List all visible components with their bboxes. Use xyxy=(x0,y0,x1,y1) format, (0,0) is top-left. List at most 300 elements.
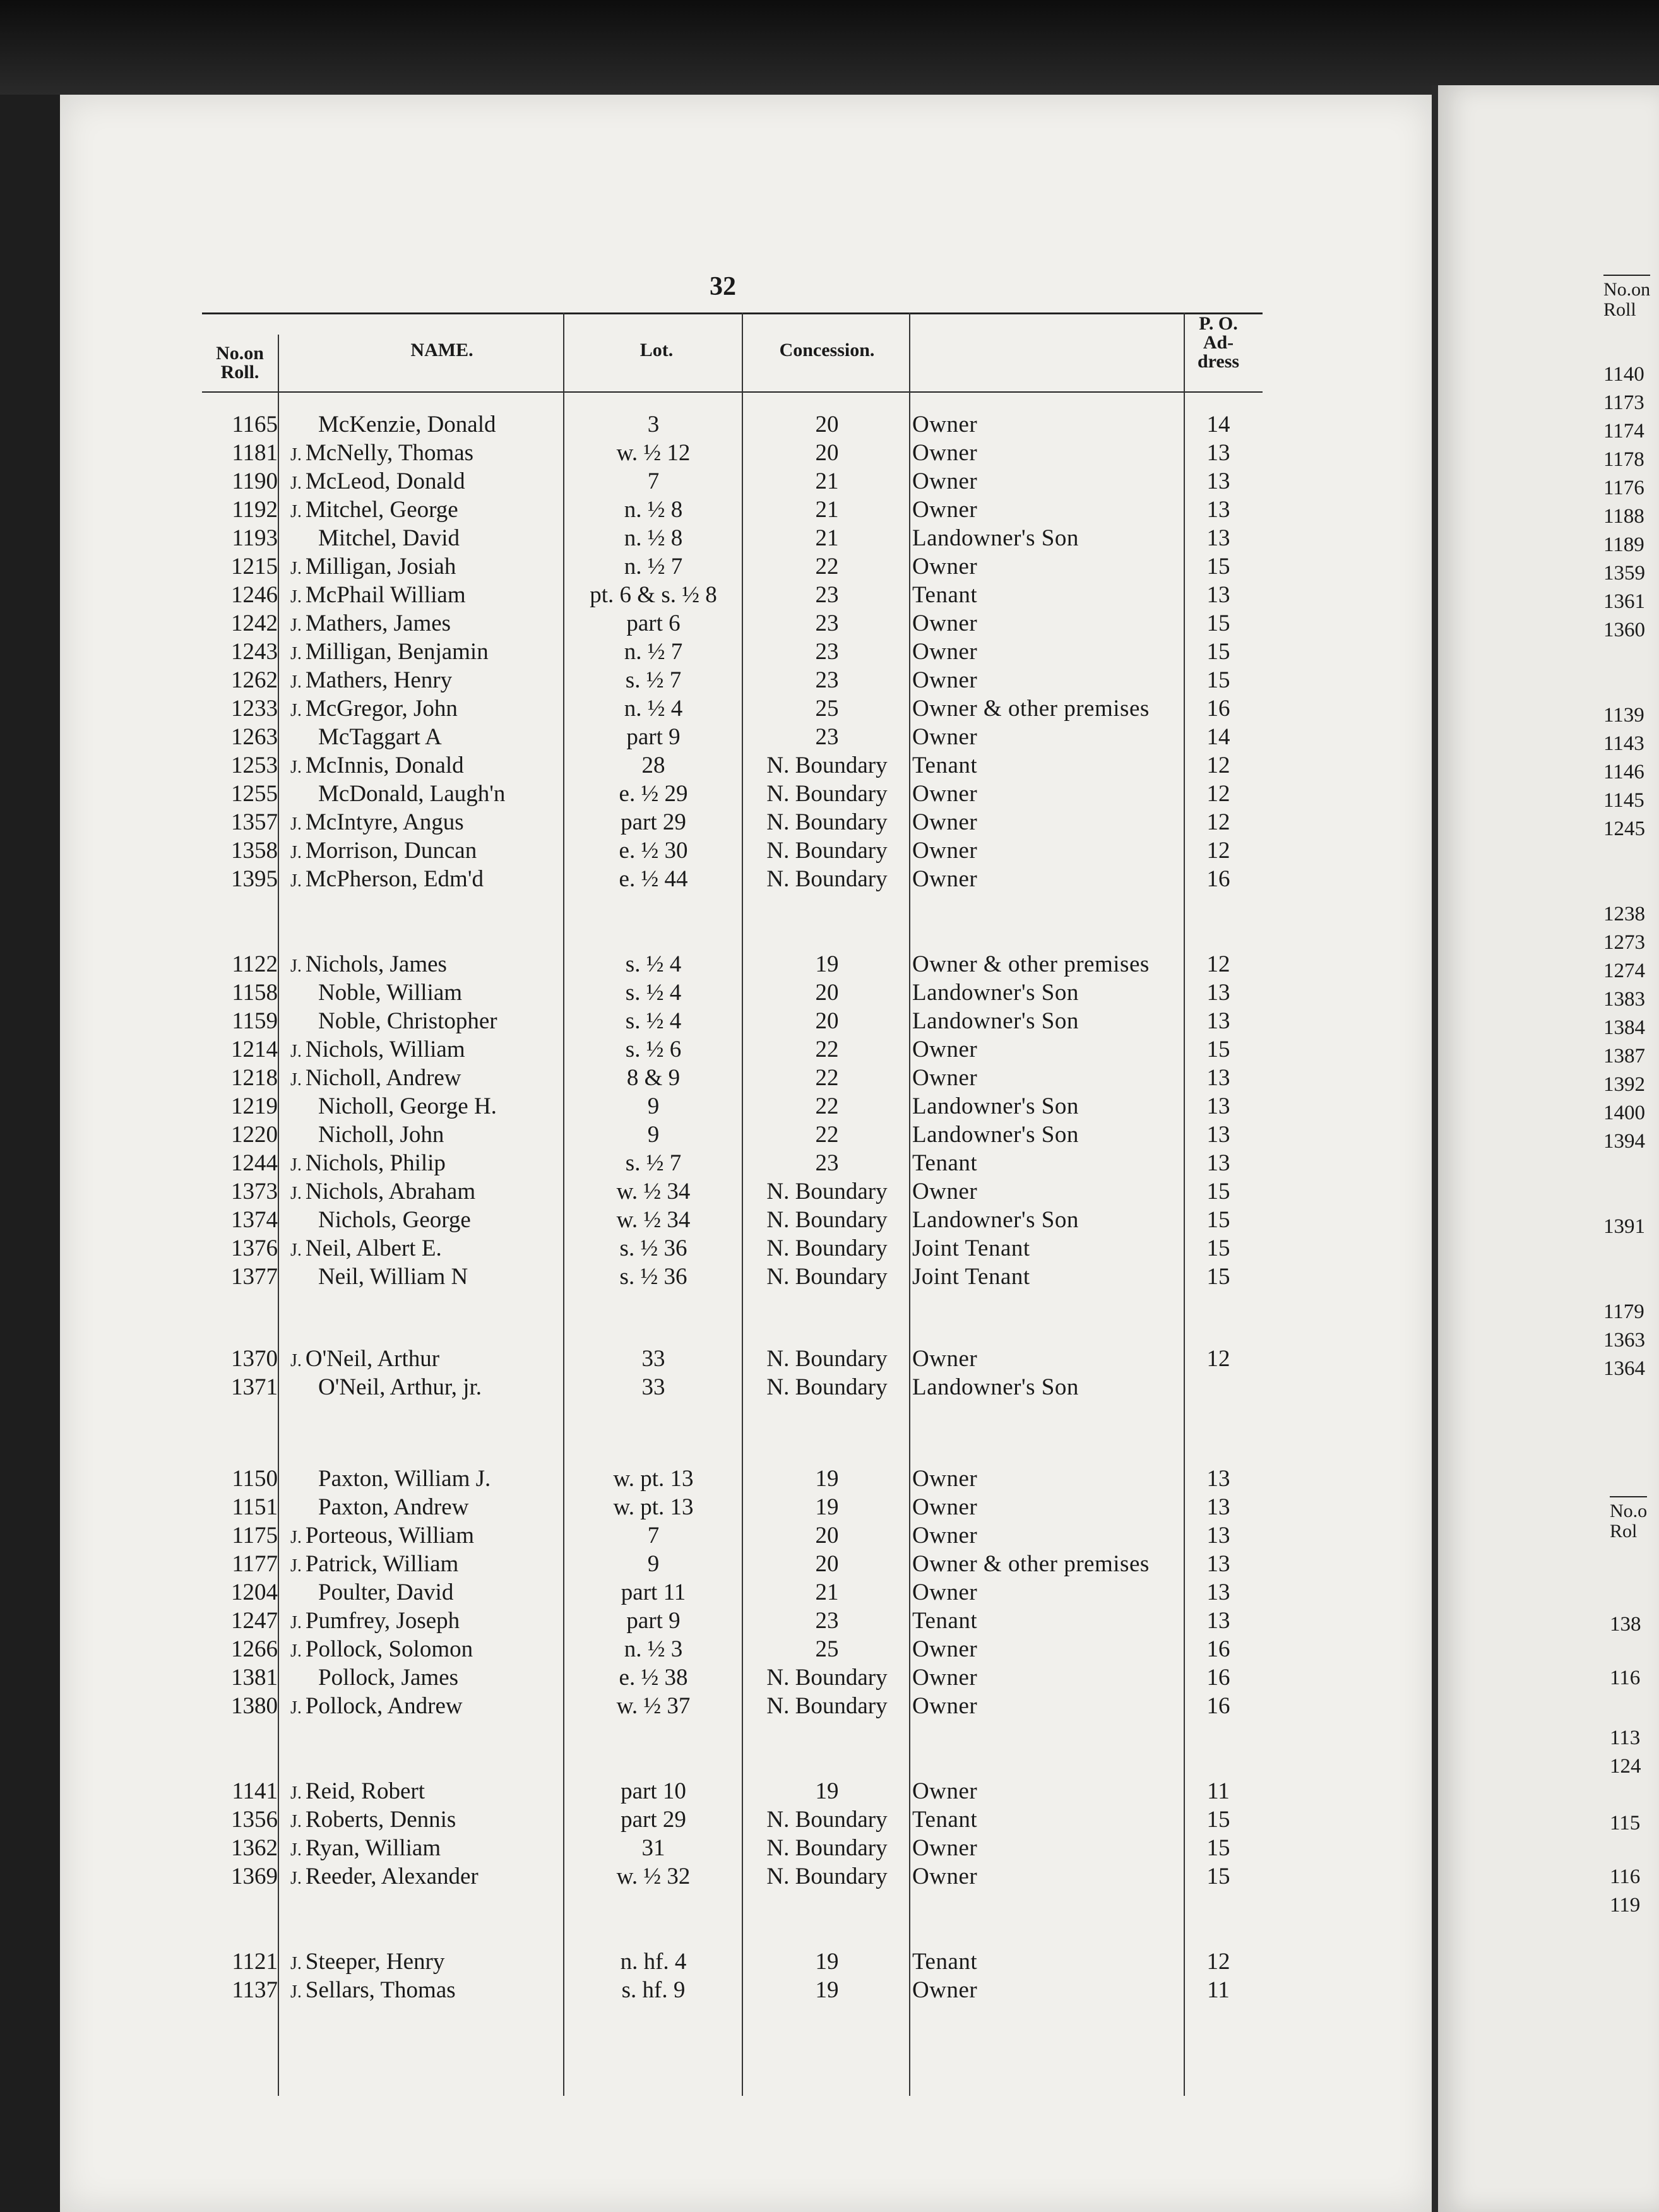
lot: 7 xyxy=(647,1523,660,1549)
juror-mark: J. xyxy=(290,1641,302,1661)
adjacent-roll-number: 115 xyxy=(1610,1812,1641,1834)
roll-number: 1377 xyxy=(231,1264,278,1290)
juror-mark: J. xyxy=(290,473,302,493)
name-text: O'Neil, Arthur, jr. xyxy=(318,1374,482,1400)
status: Owner & other premises xyxy=(912,951,1150,977)
juror-mark: J. xyxy=(290,1954,302,1973)
adjacent-roll-number: 1364 xyxy=(1603,1357,1645,1380)
table-row xyxy=(202,1777,1269,1805)
status: Landowner's Son xyxy=(912,1207,1079,1233)
name-text: McPhail William xyxy=(305,582,466,608)
concession: N. Boundary xyxy=(766,1374,888,1400)
juror-mark: J. xyxy=(290,1783,302,1803)
lot: e. ½ 44 xyxy=(619,866,688,892)
adjacent-roll-number: 1245 xyxy=(1603,818,1645,840)
voter-name xyxy=(290,581,556,611)
table-row xyxy=(202,1521,1269,1550)
lot: n. ½ 7 xyxy=(624,554,683,580)
page-number: 32 xyxy=(710,272,736,301)
adjacent-roll-number: 1363 xyxy=(1603,1329,1645,1352)
adjacent-roll-number: 1394 xyxy=(1603,1130,1645,1153)
name-text: Neil, Albert E. xyxy=(305,1235,442,1261)
roll-number: 1190 xyxy=(232,468,278,494)
concession: 22 xyxy=(815,1122,839,1148)
name-text: McGregor, John xyxy=(305,696,458,722)
lot: n. ½ 7 xyxy=(624,639,683,665)
po-address: 14 xyxy=(1206,412,1230,437)
lot: n. hf. 4 xyxy=(620,1949,687,1975)
voter-name xyxy=(290,439,556,469)
juror-mark: J. xyxy=(290,1840,302,1860)
roll-number: 1244 xyxy=(231,1150,278,1176)
juror-mark: J. xyxy=(290,1982,302,2002)
table-row xyxy=(202,1149,1269,1177)
adjacent-roll-number: 113 xyxy=(1610,1727,1641,1749)
status: Tenant xyxy=(912,752,978,778)
name-text: Roberts, Dennis xyxy=(305,1807,456,1833)
roll-number: 1214 xyxy=(231,1037,278,1062)
name-text: Mitchel, David xyxy=(318,525,460,551)
juror-mark: J. xyxy=(290,701,302,720)
status: Tenant xyxy=(912,582,978,608)
concession: 23 xyxy=(815,639,839,665)
juror-mark: J. xyxy=(290,1613,302,1632)
adjacent-roll-number: 1178 xyxy=(1603,448,1644,471)
po-address: 11 xyxy=(1207,1778,1230,1804)
juror-mark: J. xyxy=(290,843,302,862)
po-address: 13 xyxy=(1206,497,1230,523)
status: Owner xyxy=(912,1179,978,1204)
roll-number: 1141 xyxy=(232,1778,278,1804)
lot: w. pt. 13 xyxy=(613,1494,694,1520)
juror-mark: J. xyxy=(290,1698,302,1718)
po-address: 12 xyxy=(1206,838,1230,864)
concession: N. Boundary xyxy=(766,1807,888,1833)
status: Landowner's Son xyxy=(912,525,1079,551)
po-address: 15 xyxy=(1206,667,1230,693)
roll-number: 1381 xyxy=(231,1665,278,1691)
status: Tenant xyxy=(912,1949,978,1975)
roll-number: 1253 xyxy=(231,752,278,778)
name-text: Nichols, William xyxy=(305,1037,465,1062)
status: Owner xyxy=(912,1579,978,1605)
name-text: McDonald, Laugh'n xyxy=(318,781,506,807)
table-row xyxy=(202,1035,1269,1064)
name-text: McInnis, Donald xyxy=(305,752,464,778)
lot: s. ½ 7 xyxy=(625,1150,682,1176)
name-text: McLeod, Donald xyxy=(305,468,465,494)
adjacent-roll-number: 1173 xyxy=(1603,391,1644,414)
juror-mark: J. xyxy=(290,758,302,777)
po-address: 13 xyxy=(1206,525,1230,551)
adjacent-roll-number: 116 xyxy=(1610,1865,1641,1888)
table-row xyxy=(202,1834,1269,1862)
table-row xyxy=(202,1092,1269,1121)
name-text: Pollock, Andrew xyxy=(305,1693,463,1719)
roll-number: 1373 xyxy=(231,1179,278,1204)
concession: 20 xyxy=(815,412,839,437)
name-text: Nicholl, John xyxy=(318,1122,444,1148)
concession: 23 xyxy=(815,1608,839,1634)
header-lot: Lot. xyxy=(639,340,674,360)
table-row xyxy=(202,836,1269,865)
juror-mark: J. xyxy=(290,814,302,834)
adjacent-roll-number: 1273 xyxy=(1603,931,1645,954)
status: Owner xyxy=(912,610,978,636)
voter-name xyxy=(290,666,556,696)
table-row xyxy=(202,1550,1269,1578)
po-address: 13 xyxy=(1206,440,1230,466)
juror-mark: J. xyxy=(290,445,302,465)
po-address: 15 xyxy=(1206,1864,1230,1889)
adjacent-roll-number: 1274 xyxy=(1603,960,1645,982)
concession: 22 xyxy=(815,1037,839,1062)
lot: 9 xyxy=(647,1551,660,1577)
status: Owner xyxy=(912,1864,978,1889)
lot: w. ½ 37 xyxy=(616,1693,691,1719)
po-address: 15 xyxy=(1206,1179,1230,1204)
voter-name xyxy=(290,865,556,895)
lot: part 9 xyxy=(626,1608,681,1634)
voter-name xyxy=(290,978,580,1009)
lot: s. ½ 7 xyxy=(625,667,682,693)
roll-number: 1233 xyxy=(231,696,278,722)
table-row xyxy=(202,666,1269,694)
table-row xyxy=(202,751,1269,780)
table-header-rule xyxy=(202,391,1263,393)
voter-name xyxy=(290,524,580,554)
voter-name xyxy=(290,1007,580,1037)
lot: w. ½ 34 xyxy=(616,1207,691,1233)
name-text: McNelly, Thomas xyxy=(305,440,474,466)
concession: 20 xyxy=(815,440,839,466)
po-address: 13 xyxy=(1206,1065,1230,1091)
voter-name xyxy=(290,1064,556,1094)
lot: n. ½ 3 xyxy=(624,1636,683,1662)
name-text: Poulter, David xyxy=(318,1579,454,1605)
concession: 25 xyxy=(815,1636,839,1662)
adjacent-roll-number: 1143 xyxy=(1603,732,1644,755)
lot: n. ½ 8 xyxy=(624,525,683,551)
name-text: Steeper, Henry xyxy=(305,1949,445,1975)
voter-name xyxy=(290,1035,556,1066)
voter-name xyxy=(290,467,556,497)
po-address: 16 xyxy=(1206,696,1230,722)
status: Owner xyxy=(912,440,978,466)
juror-mark: J. xyxy=(290,1155,302,1175)
status: Landowner's Son xyxy=(912,1008,1079,1034)
table-row xyxy=(202,780,1269,808)
status: Owner xyxy=(912,1494,978,1520)
voter-name xyxy=(290,1121,580,1151)
header-no-on-roll: No.on Roll. xyxy=(216,343,264,383)
juror-mark: J. xyxy=(290,1556,302,1576)
adjacent-page-header: No.on Roll xyxy=(1603,275,1650,320)
table-row xyxy=(202,1465,1269,1493)
lot: e. ½ 38 xyxy=(619,1665,688,1691)
roll-number: 1263 xyxy=(231,724,278,750)
status: Owner xyxy=(912,1665,978,1691)
name-text: Nichols, George xyxy=(318,1207,471,1233)
voter-name xyxy=(290,1777,556,1807)
name-text: Pollock, James xyxy=(318,1665,458,1691)
roll-number: 1193 xyxy=(232,525,278,551)
voter-name xyxy=(290,1976,556,2006)
voter-name xyxy=(290,751,556,782)
concession: 19 xyxy=(815,951,839,977)
name-text: Noble, William xyxy=(318,980,463,1006)
table-top-rule xyxy=(202,312,1263,314)
name-text: Reeder, Alexander xyxy=(305,1864,479,1889)
concession: N. Boundary xyxy=(766,1693,888,1719)
status: Owner xyxy=(912,866,978,892)
po-address: 15 xyxy=(1206,1264,1230,1290)
table-row xyxy=(202,439,1269,467)
voter-name xyxy=(290,496,556,526)
status: Owner xyxy=(912,1065,978,1091)
table-row xyxy=(202,467,1269,496)
roll-number: 1121 xyxy=(232,1949,278,1975)
adjacent-roll-number: 1360 xyxy=(1603,619,1645,641)
name-text: Nicholl, Andrew xyxy=(305,1065,461,1091)
roll-number: 1374 xyxy=(231,1207,278,1233)
name-text: Mathers, Henry xyxy=(305,667,453,693)
status: Owner xyxy=(912,1037,978,1062)
roll-number: 1247 xyxy=(231,1608,278,1634)
status: Owner xyxy=(912,1636,978,1662)
status: Owner xyxy=(912,1523,978,1549)
voter-name xyxy=(290,1578,580,1608)
table-row xyxy=(202,1862,1269,1891)
juror-mark: J. xyxy=(290,1240,302,1260)
po-address: 15 xyxy=(1206,1807,1230,1833)
voter-name xyxy=(290,1345,556,1375)
roll-number: 1220 xyxy=(231,1122,278,1148)
table-row xyxy=(202,1805,1269,1834)
roll-number: 1137 xyxy=(232,1977,278,2003)
table-row xyxy=(202,638,1269,666)
roll-number: 1371 xyxy=(231,1374,278,1400)
roll-number: 1362 xyxy=(231,1835,278,1861)
lot: part 9 xyxy=(626,724,681,750)
roll-number: 1150 xyxy=(232,1466,278,1492)
name-text: Reid, Robert xyxy=(305,1778,425,1804)
juror-mark: J. xyxy=(290,1351,302,1371)
concession: N. Boundary xyxy=(766,838,888,864)
voter-name xyxy=(290,638,556,668)
roll-number: 1204 xyxy=(231,1579,278,1605)
juror-mark: J. xyxy=(290,644,302,663)
table-row xyxy=(202,1373,1269,1401)
voter-name xyxy=(290,609,556,639)
name-text: Paxton, Andrew xyxy=(318,1494,469,1520)
voter-name xyxy=(290,1635,556,1665)
status: Owner xyxy=(912,781,978,807)
name-text: Nichols, Abraham xyxy=(305,1179,476,1204)
table-row xyxy=(202,1947,1269,1976)
voter-name xyxy=(290,1263,580,1293)
adjacent-roll-number: 1359 xyxy=(1603,562,1645,585)
table-row xyxy=(202,808,1269,836)
lot: 9 xyxy=(647,1093,660,1119)
po-address: 15 xyxy=(1206,1235,1230,1261)
lot: e. ½ 29 xyxy=(619,781,688,807)
adjacent-roll-number: 1392 xyxy=(1603,1073,1645,1096)
name-text: Nichols, Philip xyxy=(305,1150,446,1176)
voter-name xyxy=(290,410,580,441)
lot: 3 xyxy=(647,412,660,437)
adjacent-roll-number: 116 xyxy=(1610,1667,1641,1689)
status: Owner & other premises xyxy=(912,1551,1150,1577)
adjacent-roll-number: 124 xyxy=(1610,1755,1641,1778)
table-row xyxy=(202,1007,1269,1035)
status: Landowner's Son xyxy=(912,1093,1079,1119)
adjacent-page-header-2: No.o Rol xyxy=(1610,1496,1647,1542)
voter-name xyxy=(290,808,556,838)
lot: 28 xyxy=(641,752,665,778)
adjacent-roll-number: 1361 xyxy=(1603,590,1645,613)
po-address: 13 xyxy=(1206,1579,1230,1605)
po-address: 15 xyxy=(1206,1835,1230,1861)
po-address: 16 xyxy=(1206,1665,1230,1691)
lot: s. ½ 4 xyxy=(625,1008,682,1034)
adjacent-roll-number: 1145 xyxy=(1603,789,1644,812)
name-text: McTaggart A xyxy=(318,724,442,750)
lot: s. ½ 36 xyxy=(619,1235,687,1261)
status: Owner & other premises xyxy=(912,696,1150,722)
roll-number: 1242 xyxy=(231,610,278,636)
voter-name xyxy=(290,1373,580,1403)
concession: 21 xyxy=(815,525,839,551)
po-address: 12 xyxy=(1206,1346,1230,1372)
name-text: McIntyre, Angus xyxy=(305,809,464,835)
name-text: Nichols, James xyxy=(305,951,447,977)
adjacent-roll-number: 1188 xyxy=(1603,505,1644,528)
adjacent-roll-number: 138 xyxy=(1610,1613,1641,1636)
header-name: NAME. xyxy=(410,340,473,360)
lot: n. ½ 8 xyxy=(624,497,683,523)
name-text: Porteous, William xyxy=(305,1523,474,1549)
adjacent-roll-number: 1383 xyxy=(1603,988,1645,1011)
concession: N. Boundary xyxy=(766,1346,888,1372)
po-address: 13 xyxy=(1206,1008,1230,1034)
po-address: 13 xyxy=(1206,468,1230,494)
po-address: 13 xyxy=(1206,1551,1230,1577)
status: Tenant xyxy=(912,1807,978,1833)
table-row xyxy=(202,694,1269,723)
concession: N. Boundary xyxy=(766,752,888,778)
status: Tenant xyxy=(912,1150,978,1176)
voter-name xyxy=(290,1493,580,1523)
adjacent-roll-number: 1384 xyxy=(1603,1016,1645,1039)
roll-number: 1356 xyxy=(231,1807,278,1833)
table-row xyxy=(202,609,1269,638)
roll-number: 1177 xyxy=(232,1551,278,1577)
table-row xyxy=(202,1064,1269,1092)
table-row xyxy=(202,1234,1269,1263)
concession: N. Boundary xyxy=(766,1264,888,1290)
voters-list-table xyxy=(202,309,1269,2096)
status: Owner xyxy=(912,838,978,864)
juror-mark: J. xyxy=(290,502,302,521)
roll-number: 1370 xyxy=(231,1346,278,1372)
concession: N. Boundary xyxy=(766,1179,888,1204)
roll-number: 1376 xyxy=(231,1235,278,1261)
name-text: Neil, William N xyxy=(318,1264,468,1290)
juror-mark: J. xyxy=(290,672,302,692)
roll-number: 1357 xyxy=(231,809,278,835)
roll-number: 1219 xyxy=(231,1093,278,1119)
roll-number: 1215 xyxy=(231,554,278,580)
roll-number: 1181 xyxy=(232,440,278,466)
adjacent-roll-number: 1238 xyxy=(1603,903,1645,925)
concession: 23 xyxy=(815,1150,839,1176)
lot: 9 xyxy=(647,1122,660,1148)
adjacent-roll-number: 119 xyxy=(1610,1894,1641,1917)
roll-number: 1165 xyxy=(232,412,278,437)
status: Landowner's Son xyxy=(912,1122,1079,1148)
name-text: Milligan, Josiah xyxy=(305,554,456,580)
roll-number: 1395 xyxy=(231,866,278,892)
status: Owner xyxy=(912,1693,978,1719)
po-address: 13 xyxy=(1206,1093,1230,1119)
table-row xyxy=(202,1263,1269,1291)
table-row xyxy=(202,1663,1269,1692)
status: Owner xyxy=(912,468,978,494)
lot: pt. 6 & s. ½ 8 xyxy=(590,582,717,608)
status: Landowner's Son xyxy=(912,1374,1079,1400)
adjacent-roll-number: 1146 xyxy=(1603,761,1644,783)
roll-number: 1255 xyxy=(231,781,278,807)
roll-number: 1151 xyxy=(232,1494,278,1520)
concession: 20 xyxy=(815,1008,839,1034)
lot: part 29 xyxy=(621,809,686,835)
status: Owner xyxy=(912,1778,978,1804)
po-address: 13 xyxy=(1206,1122,1230,1148)
concession: 23 xyxy=(815,724,839,750)
lot: part 11 xyxy=(621,1579,686,1605)
table-row xyxy=(202,1635,1269,1663)
status: Owner xyxy=(912,1466,978,1492)
lot: 8 & 9 xyxy=(626,1065,681,1091)
name-text: Nicholl, George H. xyxy=(318,1093,497,1119)
voter-name xyxy=(290,1234,556,1264)
header-po-address: P. O. Ad- dress xyxy=(1197,313,1240,372)
voter-name xyxy=(290,1834,556,1864)
po-address: 12 xyxy=(1206,809,1230,835)
voter-name xyxy=(290,1092,580,1122)
po-address: 13 xyxy=(1206,1608,1230,1634)
lot: w. ½ 34 xyxy=(616,1179,691,1204)
concession: 23 xyxy=(815,610,839,636)
juror-mark: J. xyxy=(290,587,302,607)
table-row xyxy=(202,524,1269,552)
roll-number: 1380 xyxy=(231,1693,278,1719)
concession: 21 xyxy=(815,497,839,523)
lot: s. ½ 4 xyxy=(625,951,682,977)
po-address: 16 xyxy=(1206,1636,1230,1662)
lot: 7 xyxy=(647,468,660,494)
po-address: 13 xyxy=(1206,980,1230,1006)
name-text: Noble, Christopher xyxy=(318,1008,497,1034)
name-text: O'Neil, Arthur xyxy=(305,1346,440,1372)
roll-number: 1358 xyxy=(231,838,278,864)
voter-name xyxy=(290,1521,556,1552)
lot: w. ½ 12 xyxy=(616,440,691,466)
po-address: 12 xyxy=(1206,1949,1230,1975)
header-concession: Concession. xyxy=(779,340,875,360)
voter-name xyxy=(290,950,556,980)
